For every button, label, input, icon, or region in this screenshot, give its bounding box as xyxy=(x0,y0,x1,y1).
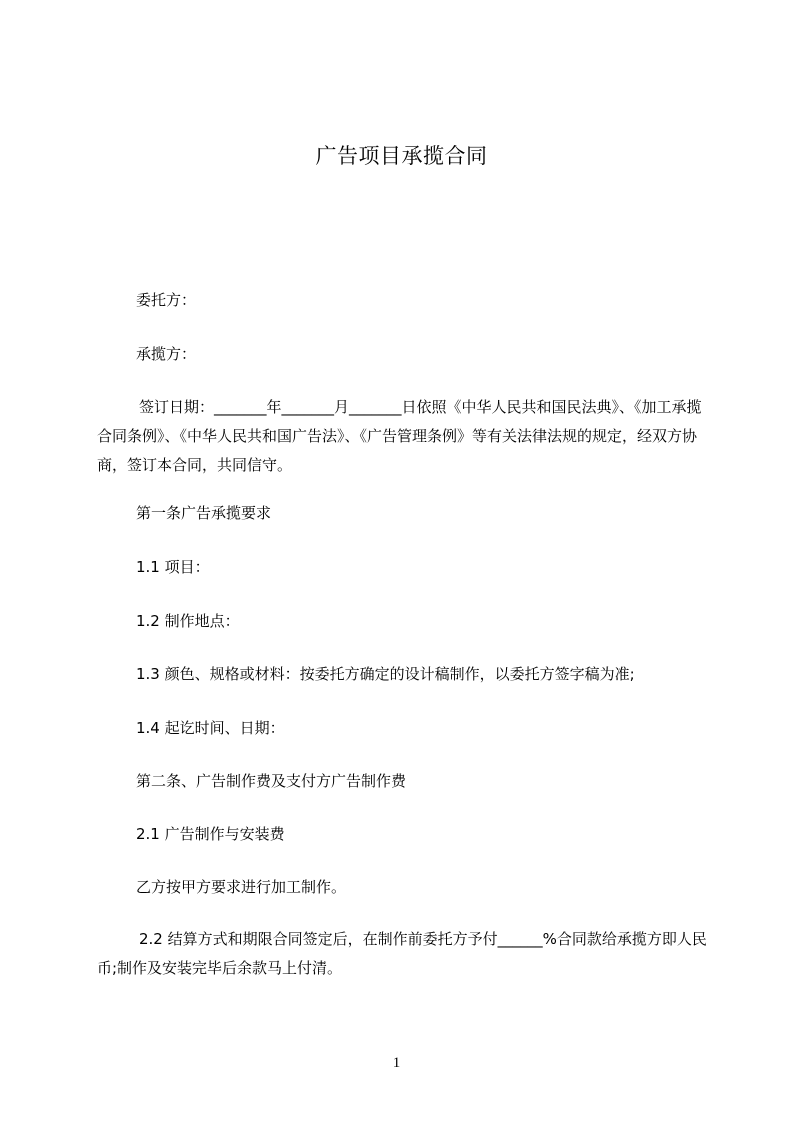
item-1-4: 1.4 起讫时间、日期： xyxy=(136,719,285,737)
article-1-heading: 第一条广告承揽要求 xyxy=(136,504,272,522)
item-1-3: 1.3 颜色、规格或材料：按委托方确定的设计稿制作，以委托方签字稿为准; xyxy=(136,665,635,683)
intro-paragraph: 签订日期：_______年_______月_______日依照《中华人民共和国民法典》、《加工承揽合同条例》、《中华人民共和国广告法》、《广告管理条例》等有关法律法规的规定，经双方协商，签订本合同，共同信守。 xyxy=(97,398,702,474)
item-2-1-text: 乙方按甲方要求进行加工制作。 xyxy=(136,878,347,896)
contractor-party-line: 承揽方： xyxy=(136,345,197,363)
item-1-2: 1.2 制作地点： xyxy=(136,612,240,630)
page-number: 1 xyxy=(392,1055,401,1071)
item-2-2-paragraph: 2.2 结算方式和期限合同签定后，在制作前委托方予付______%合同款给承揽方即人民币;制作及安装完毕后余款马上付清。 xyxy=(97,930,707,977)
item-1-1: 1.1 项目： xyxy=(136,558,210,576)
contract-title: 广告项目承揽合同 xyxy=(315,144,488,168)
client-party-line: 委托方： xyxy=(136,291,197,309)
article-2-heading: 第二条、广告制作费及支付方广告制作费 xyxy=(136,772,407,790)
item-2-1: 2.1 广告制作与安装费 xyxy=(136,825,285,843)
